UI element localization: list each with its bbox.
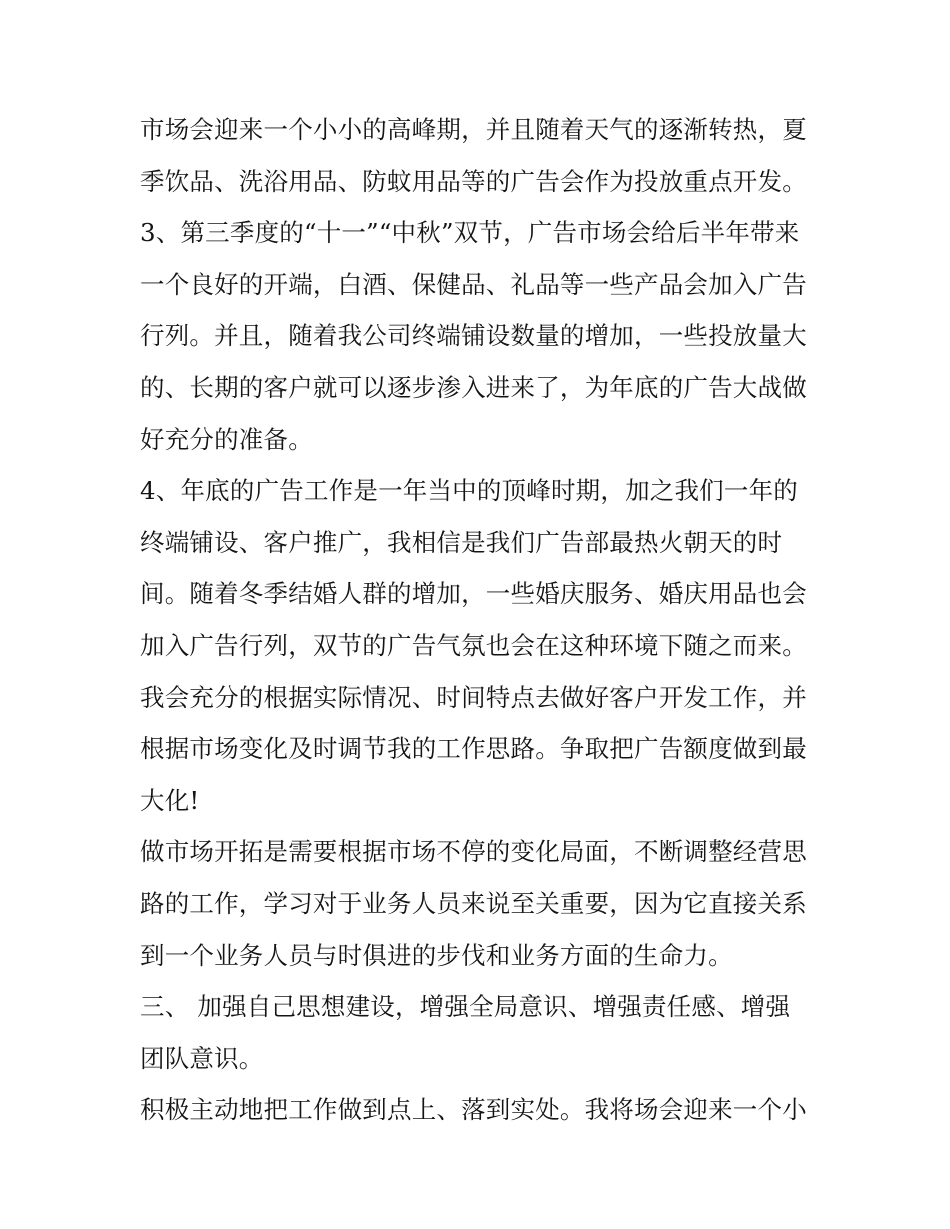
body-text <box>140 104 830 1136</box>
text-line: 加入广告行列，双节的广告气氛也会在这种环境下随之而来。 <box>140 630 807 660</box>
text-line: 做市场开拓是需要根据市场不停的变化局面，不断调整经营思 <box>140 837 807 867</box>
text-line: 好充分的准备。 <box>140 424 313 454</box>
text-line: 间。随着冬季结婚人群的增加，一些婚庆服务、婚庆用品也会 <box>140 579 807 609</box>
text-line: 大化! <box>140 785 200 815</box>
text-line: 路的工作，学习对于业务人员来说至关重要，因为它直接关系 <box>140 888 807 918</box>
text-line: 市场会迎来一个小小的高峰期，并且随着天气的逐渐转热，夏 <box>140 115 807 144</box>
text-line: 终端铺设、客户推广，我相信是我们广告部最热火朝天的时 <box>140 527 783 557</box>
text-line: 行列。并且，随着我公司终端铺设数量的增加，一些投放量大 <box>140 321 807 351</box>
text-line: 3、第三季度的“十一”“中秋”双节，广告市场会给后半年带来 <box>140 218 800 248</box>
text-line: 4、年底的广告工作是一年当中的顶峰时期，加之我们一年的 <box>140 476 798 506</box>
text-line: 根据市场变化及时调节我的工作思路。争取把广告额度做到最 <box>140 734 807 764</box>
text-line: 一个良好的开端，白酒、保健品、礼品等一些产品会加入广告 <box>140 269 807 299</box>
text-line: 积极主动地把工作做到点上、落到实处。我将场会迎来一个小 <box>140 1095 807 1125</box>
text-line: 我会充分的根据实际情况、时间特点去做好客户开发工作，并 <box>140 682 807 712</box>
text-line: 三、 加强自己思想建设，增强全局意识、增强责任感、增强 <box>140 992 791 1022</box>
text-line: 到一个业务人员与时俱进的步伐和业务方面的生命力。 <box>140 940 733 970</box>
text-line: 季饮品、洗浴用品、防蚊用品等的广告会作为投放重点开发。 <box>140 166 807 196</box>
text-line: 的、长期的客户就可以逐步渗入进来了，为年底的广告大战做 <box>140 372 807 402</box>
text-line: 团队意识。 <box>140 1043 264 1073</box>
